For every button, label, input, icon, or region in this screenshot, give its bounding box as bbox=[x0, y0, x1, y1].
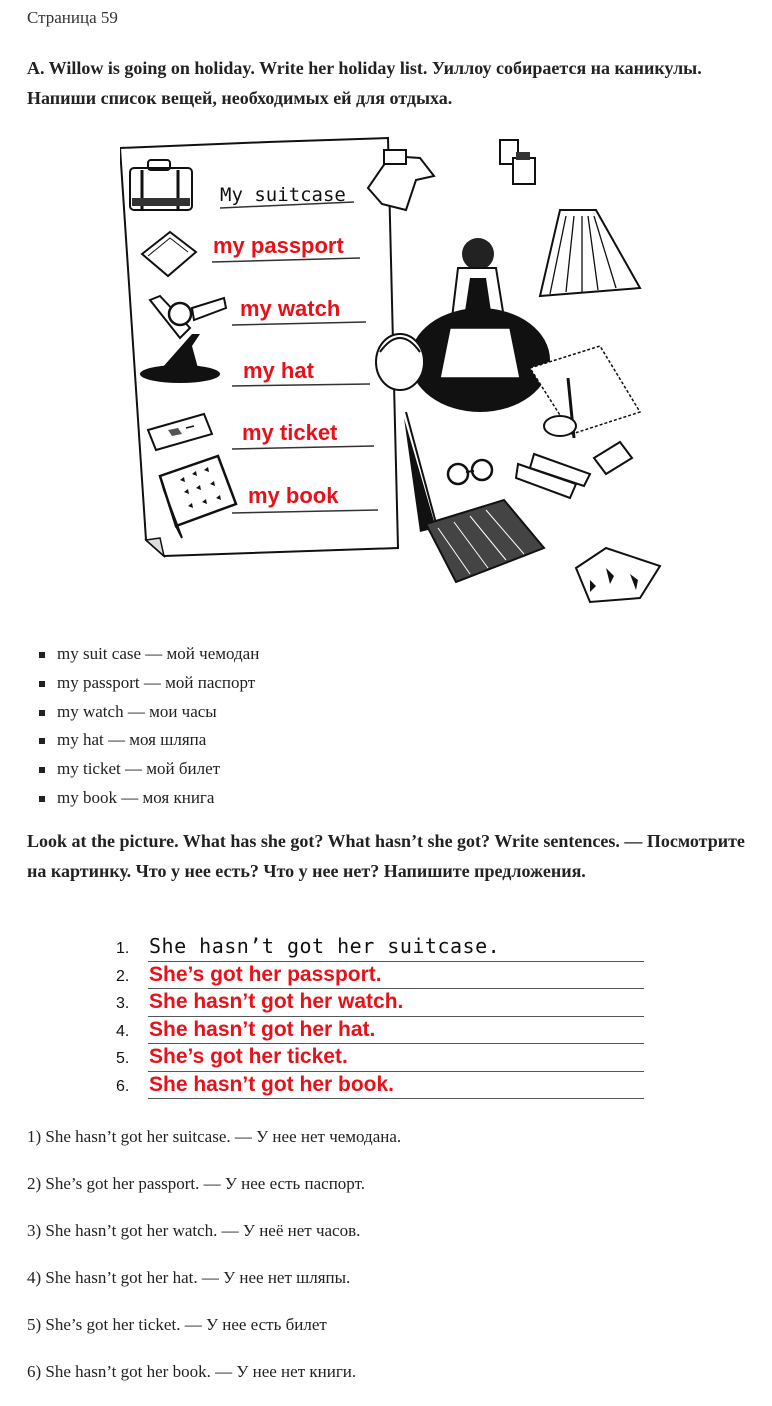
skirt-icon bbox=[540, 210, 640, 296]
sentence-answer: She hasn’t got her watch. bbox=[149, 990, 404, 1013]
sentence-number: 3. bbox=[116, 995, 130, 1012]
list-item-passport: my passport bbox=[213, 233, 344, 258]
sentence-row bbox=[116, 962, 656, 990]
answer-line bbox=[148, 1098, 644, 1099]
bottles-icon bbox=[500, 140, 535, 184]
list-item: my passport — мой паспорт bbox=[38, 669, 259, 698]
willow-figure bbox=[410, 238, 550, 412]
sentence-answer: She’s got her ticket. bbox=[149, 1045, 348, 1068]
bag-icon bbox=[376, 334, 424, 390]
vocabulary-list bbox=[38, 640, 259, 813]
sentence-answer: She’s got her passport. bbox=[149, 962, 382, 986]
translation-line: 2) She’s got her passport. — У нее есть паспорт. bbox=[27, 1174, 365, 1193]
list-item-hat: my hat bbox=[243, 358, 314, 383]
list-title: My suitcase bbox=[220, 184, 346, 206]
task-b-heading: Look at the picture. What has she got? What hasn’t she got? Write sentences. — Посмотрите на картинку. Что у нее есть? Что у нее нет? Напишите предложения. bbox=[27, 831, 745, 881]
sentence-row bbox=[116, 1017, 656, 1045]
sentence-answer: She hasn’t got her hat. bbox=[149, 1017, 376, 1041]
sentence-row bbox=[116, 1072, 656, 1100]
list-item: my hat — моя шляпа bbox=[38, 726, 259, 755]
umbrella-icon bbox=[404, 412, 440, 538]
list-item: my ticket — мой билет bbox=[38, 755, 259, 784]
sentence-exercise bbox=[116, 934, 656, 1099]
translation-line: 6) She hasn’t got her book. — У нее нет книги. bbox=[27, 1362, 357, 1381]
list-item: my book — моя книга bbox=[38, 784, 259, 813]
list-item-watch: my watch bbox=[240, 296, 341, 321]
page-title: Страница 59 bbox=[27, 8, 118, 27]
translation-line: 4) She hasn’t got her hat. — У нее нет шляпы. bbox=[27, 1268, 351, 1287]
list-item: my watch — мои часы bbox=[38, 698, 259, 727]
holiday-illustration bbox=[120, 128, 680, 608]
translation-line: 5) She’s got her ticket. — У нее есть билет bbox=[27, 1315, 327, 1334]
flippers-icon bbox=[516, 454, 590, 498]
small-book-icon bbox=[594, 442, 632, 474]
sentence-row bbox=[116, 934, 656, 962]
sentence-number: 5. bbox=[116, 1050, 130, 1067]
list-item: my suit case — мой чемодан bbox=[38, 640, 259, 669]
sentence-number: 6. bbox=[116, 1077, 130, 1095]
suitcase-icon bbox=[130, 160, 192, 210]
shorts-icon bbox=[576, 548, 660, 602]
mat-icon bbox=[426, 500, 544, 582]
sentence-number: 4. bbox=[116, 1022, 130, 1040]
sentence-number: 1. bbox=[116, 940, 130, 957]
sentence-row bbox=[116, 1044, 656, 1072]
translation-line: 3) She hasn’t got her watch. — У неё нет часов. bbox=[27, 1221, 361, 1240]
list-item-ticket: my ticket bbox=[242, 420, 338, 445]
sentence-row bbox=[116, 989, 656, 1017]
sunglasses-icon bbox=[448, 460, 492, 484]
translation-line: 1) She hasn’t got her suitcase. — У нее нет чемодана. bbox=[27, 1127, 402, 1146]
task-a-heading: A. Willow is going on holiday. Write her holiday list. Уиллоу собирается на каникулы. Напиши список вещей, необходимых ей для отдыха. bbox=[27, 58, 702, 108]
list-item-book: my book bbox=[248, 483, 339, 508]
sentence-example: She hasn’t got her suitcase. bbox=[149, 934, 501, 958]
sentence-number: 2. bbox=[116, 967, 130, 985]
sentence-answer: She hasn’t got her book. bbox=[149, 1072, 395, 1096]
translations bbox=[27, 1124, 401, 1406]
